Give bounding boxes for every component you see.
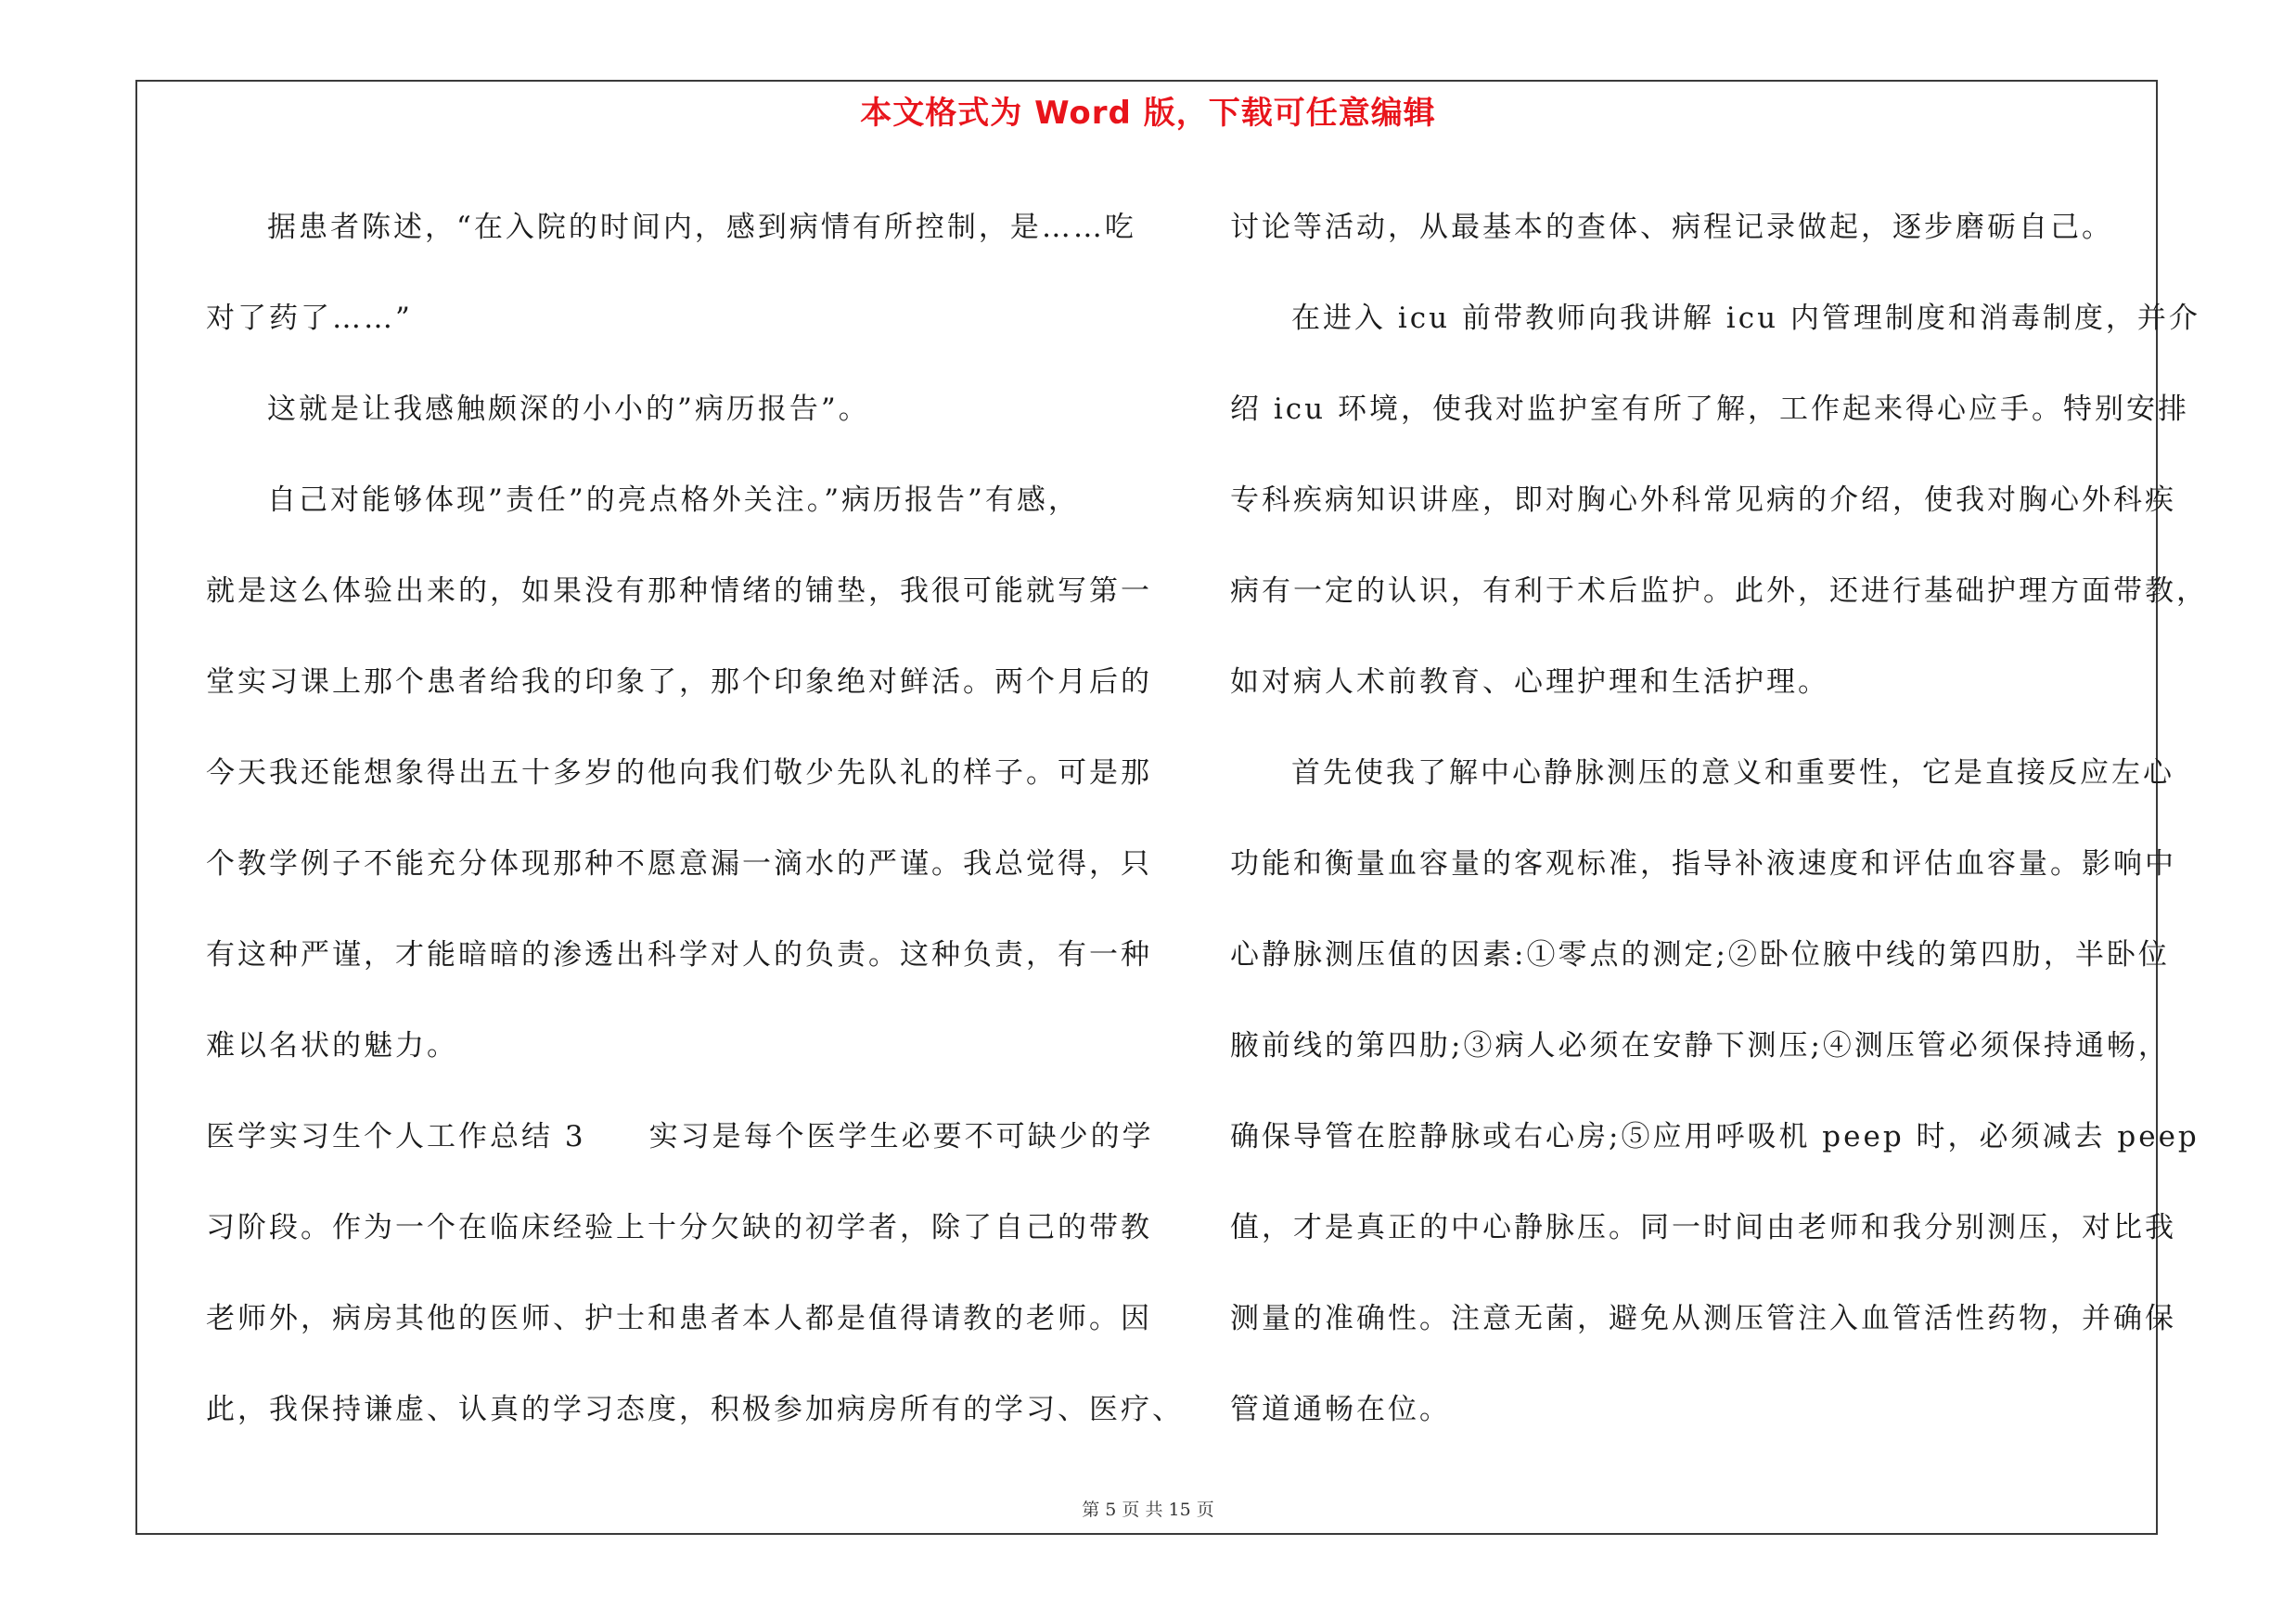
text-line: 如对病人术前教育、心理护理和生活护理。 xyxy=(1230,665,1829,699)
text-line: 对了药了……” xyxy=(206,302,413,335)
text-line: 测量的准确性。注意无菌，避免从测压管注入血管活性药物，并确保 xyxy=(1230,1302,2176,1335)
text-line: 难以名状的魅力。 xyxy=(206,1029,458,1063)
text-line: 老师外，病房其他的医师、护士和患者本人都是值得请教的老师。因 xyxy=(206,1302,1152,1335)
format-banner: 本文格式为 Word 版，下载可任意编辑 xyxy=(860,95,1436,132)
text-line: 堂实习课上那个患者给我的印象了，那个印象绝对鲜活。两个月后的 xyxy=(206,665,1152,699)
text-line: 自己对能够体现”责任”的亮点格外关注。”病历报告”有感， xyxy=(267,483,1080,517)
text-line: 专科疾病知识讲座，即对胸心外科常见病的介绍，使我对胸心外科疾 xyxy=(1230,483,2176,517)
text-line: 首先使我了解中心静脉测压的意义和重要性，它是直接反应左心 xyxy=(1291,756,2174,790)
text-line: 个教学例子不能充分体现那种不愿意漏一滴水的严谨。我总觉得，只 xyxy=(206,847,1152,881)
text-line: 病有一定的认识，有利于术后监护。此外，还进行基础护理方面带教， xyxy=(1230,574,2208,608)
text-line: 据患者陈述，“在入院的时间内，感到病情有所控制，是……吃 xyxy=(267,211,1136,244)
text-line: 在进入 icu 前带教师向我讲解 icu 内管理制度和消毒制度，并介 xyxy=(1291,302,2200,335)
text-line: 此，我保持谦虚、认真的学习态度，积极参加病房所有的学习、医疗、 xyxy=(206,1393,1184,1426)
text-line: 值，才是真正的中心静脉压。同一时间由老师和我分别测压，对比我 xyxy=(1230,1211,2176,1244)
text-line: 讨论等活动，从最基本的查体、病程记录做起，逐步磨砺自己。 xyxy=(1230,211,2113,244)
text-line: 确保导管在腔静脉或右心房;⑤应用呼吸机 peep 时，必须减去 peep xyxy=(1230,1120,2200,1153)
text-line: 习阶段。作为一个在临床经验上十分欠缺的初学者，除了自己的带教 xyxy=(206,1211,1152,1244)
text-line: 就是这么体验出来的，如果没有那种情绪的铺垫，我很可能就写第一 xyxy=(206,574,1152,608)
text-line: 这就是让我感触颇深的小小的”病历报告”。 xyxy=(267,393,870,426)
text-line: 管道通畅在位。 xyxy=(1230,1393,1451,1426)
text-line: 心静脉测压值的因素:①零点的测定;②卧位腋中线的第四肋，半卧位 xyxy=(1230,938,2170,972)
text-line: 绍 icu 环境，使我对监护室有所了解，工作起来得心应手。特别安排 xyxy=(1230,393,2189,426)
page-number-footer: 第 5 页 共 15 页 xyxy=(1082,1500,1214,1520)
left-column xyxy=(206,182,1184,1455)
text-line: 功能和衡量血容量的客观标准，指导补液速度和评估血容量。影响中 xyxy=(1230,847,2176,881)
text-line: 有这种严谨，才能暗暗的渗透出科学对人的负责。这种负责，有一种 xyxy=(206,938,1152,972)
text-line: 今天我还能想象得出五十多岁的他向我们敬少先队礼的样子。可是那 xyxy=(206,756,1152,790)
text-line: 腋前线的第四肋;③病人必须在安静下测压;④测压管必须保持通畅， xyxy=(1230,1029,2170,1063)
right-column xyxy=(1230,182,2208,1455)
text-line: 医学实习生个人工作总结 3 实习是每个医学生必要不可缺少的学 xyxy=(206,1120,1154,1153)
